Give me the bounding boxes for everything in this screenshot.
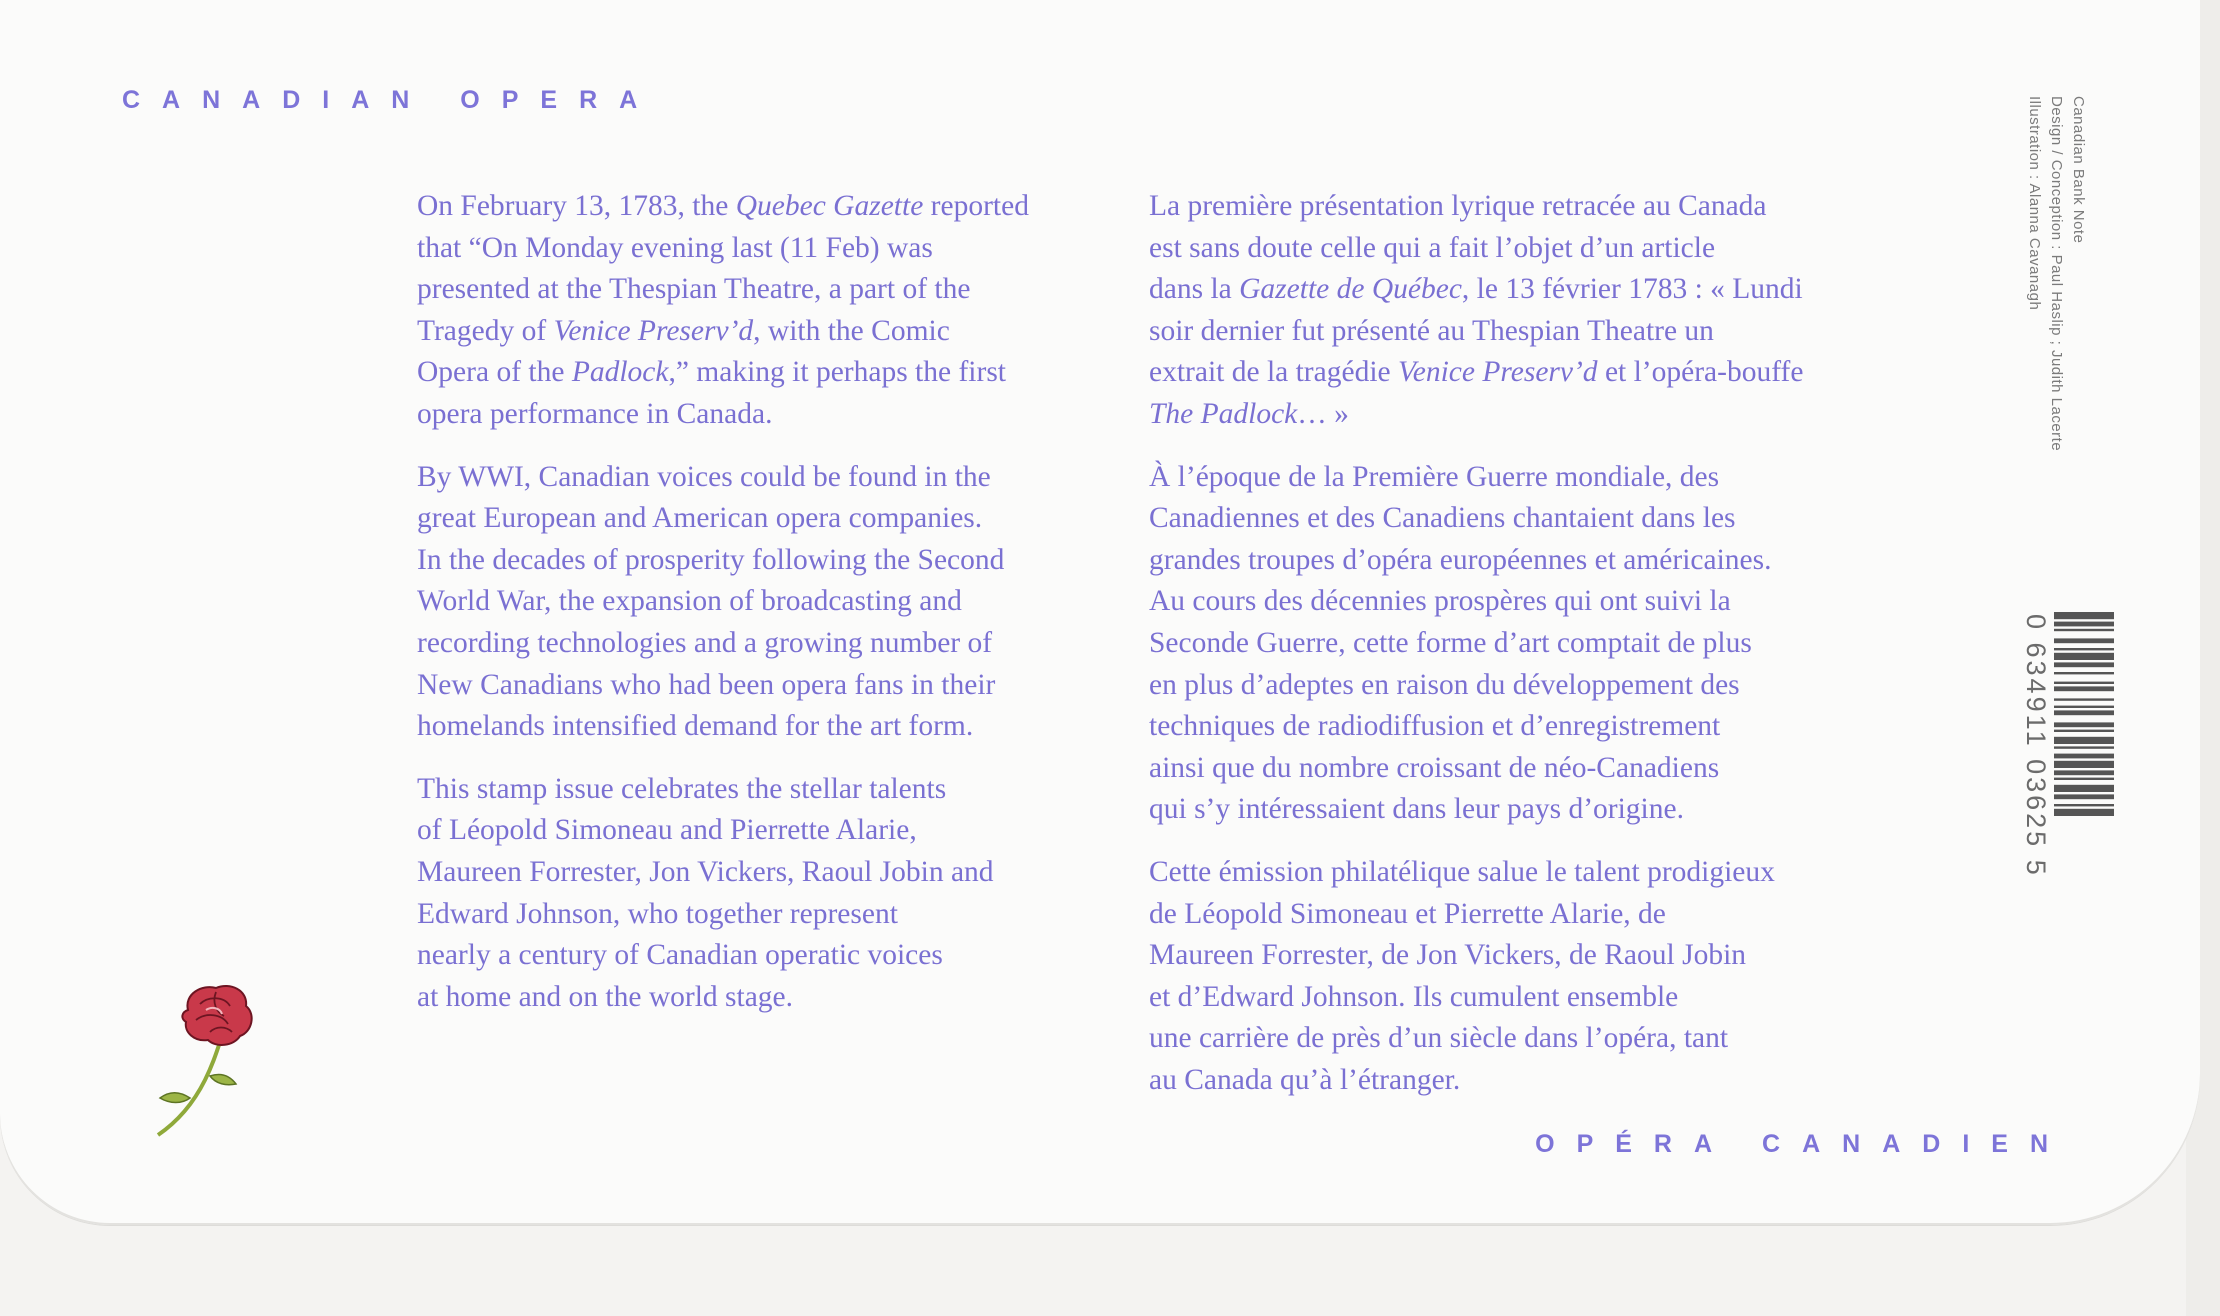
text-line: at home and on the world stage.: [417, 980, 794, 1013]
french-paragraph-2: [1149, 457, 1859, 831]
text-line: dans la Gazette de Québec, le 13 février 1783 : « Lundi: [1149, 273, 1803, 306]
text-line: extrait de la tragédie Venice Preserv’d et l’opéra-bouffe: [1149, 356, 1804, 389]
heading-french: OPÉRA CANADIEN: [1535, 1130, 2070, 1158]
barcode-bar: [2054, 682, 2114, 684]
barcode-bar: [2054, 737, 2114, 744]
text-line: opera performance in Canada.: [417, 397, 773, 430]
text-line: Edward Johnson, who together represent: [417, 897, 898, 930]
credit-printer: Canadian Bank Note: [2070, 96, 2087, 244]
text-line: great European and American opera companies.: [417, 502, 983, 535]
printer-credits: [2018, 96, 2128, 566]
english-paragraph-2: [417, 457, 1097, 748]
text-line: ainsi que du nombre croissant de néo-Canadiens: [1149, 751, 1720, 784]
barcode-bar: [2054, 662, 2114, 667]
barcode-bar: [2054, 804, 2114, 806]
text-line: On February 13, 1783, the Quebec Gazette reported: [417, 190, 1029, 222]
text-line: By WWI, Canadian voices could be found in the: [417, 460, 991, 493]
text-line: Maureen Forrester, Jon Vickers, Raoul Jobin and: [417, 855, 994, 888]
text-line: en plus d’adeptes en raison du développement des: [1149, 668, 1740, 701]
barcode-bar: [2054, 770, 2114, 775]
barcode-bar: [2054, 629, 2114, 631]
text-line: This stamp issue celebrates the stellar talents: [417, 772, 947, 805]
text-line: The Padlock… »: [1149, 397, 1349, 430]
text-line: La première présentation lyrique retracée au Canada: [1149, 190, 1767, 222]
barcode-number: 0 634911 03625 5: [2021, 614, 2051, 878]
text-line: une carrière de près d’un siècle dans l’opéra, tant: [1149, 1022, 1729, 1055]
text-line: Au cours des décennies prospères qui ont suivi la: [1149, 585, 1731, 618]
text-line: qui s’y intéressaient dans leur pays d’origine.: [1149, 793, 1684, 826]
text-line: recording technologies and a growing number of: [417, 626, 993, 659]
barcode-bar: [2054, 809, 2114, 816]
text-line: homelands intensified demand for the art form.: [417, 710, 974, 743]
credit-design: Design / Conception : Paul Haslip ; Judith Lacerte: [2048, 96, 2065, 452]
text-line: of Léopold Simoneau and Pierrette Alarie,: [417, 814, 917, 847]
barcode-bar: [2054, 710, 2114, 715]
text-line: In the decades of prosperity following the Second: [417, 543, 1005, 576]
barcode-bar: [2054, 706, 2114, 708]
text-line: Canadiennes et des Canadiens chantaient dans les: [1149, 502, 1736, 535]
barcode-bar: [2054, 761, 2114, 768]
barcode-bar: [2054, 746, 2114, 748]
text-line: presented at the Thespian Theatre, a part of the: [417, 273, 971, 306]
barcode-bar: [2054, 612, 2114, 619]
english-paragraph-1: [417, 186, 1097, 436]
text-line: techniques de radiodiffusion et d’enregistrement: [1149, 710, 1721, 743]
barcode-bar: [2054, 785, 2114, 792]
french-paragraph-3: [1149, 852, 1859, 1102]
text-line: Opera of the Padlock,” making it perhaps the first: [417, 356, 1006, 389]
text-line: À l’époque de la Première Guerre mondiale, des: [1149, 460, 1720, 493]
english-paragraph-3: [417, 769, 1097, 1019]
credit-illustration: Illustration : Alanna Cavanagh: [2026, 96, 2043, 311]
text-line: grandes troupes d’opéra européennes et américaines.: [1149, 543, 1772, 576]
text-line: Tragedy of Venice Preserv’d, with the Comic: [417, 314, 950, 347]
barcode-bar: [2054, 622, 2114, 627]
barcode-bar: [2054, 754, 2114, 759]
text-line: Seconde Guerre, cette forme d’art comptait de plus: [1149, 626, 1752, 659]
text-line: soir dernier fut présenté au Thespian Theatre un: [1149, 314, 1714, 347]
barcode-bar: [2054, 698, 2114, 700]
barcode-bar: [2054, 638, 2114, 643]
barcode-bar: [2054, 778, 2114, 780]
text-line: est sans doute celle qui a fait l’objet d’un article: [1149, 231, 1716, 264]
english-text-column: [417, 186, 1097, 1039]
rose-illustration-icon: [150, 980, 280, 1140]
text-line: nearly a century of Canadian operatic voices: [417, 939, 943, 972]
text-line: New Canadians who had been opera fans in their: [417, 668, 996, 701]
heading-english: CANADIAN OPERA: [122, 86, 660, 114]
barcode-bar: [2054, 794, 2114, 799]
text-line: that “On Monday evening last (11 Feb) was: [417, 231, 933, 264]
text-line: Maureen Forrester, de Jon Vickers, de Raoul Jobin: [1149, 939, 1747, 972]
barcode-bar: [2054, 730, 2114, 732]
text-line: et d’Edward Johnson. Ils cumulent ensemble: [1149, 980, 1679, 1013]
barcode-bar: [2054, 686, 2114, 691]
text-line: World War, the expansion of broadcasting and: [417, 585, 962, 618]
barcode-bar: [2054, 672, 2114, 674]
barcode-bar: [2054, 648, 2114, 650]
text-line: de Léopold Simoneau et Pierrette Alarie, de: [1149, 897, 1666, 930]
text-line: Cette émission philatélique salue le talent prodigieux: [1149, 855, 1775, 888]
text-line: au Canada qu’à l’étranger.: [1149, 1063, 1461, 1096]
barcode-bar: [2054, 653, 2114, 660]
french-text-column: [1149, 186, 1859, 1122]
barcode-bar: [2054, 722, 2114, 727]
french-paragraph-1: [1149, 186, 1859, 436]
